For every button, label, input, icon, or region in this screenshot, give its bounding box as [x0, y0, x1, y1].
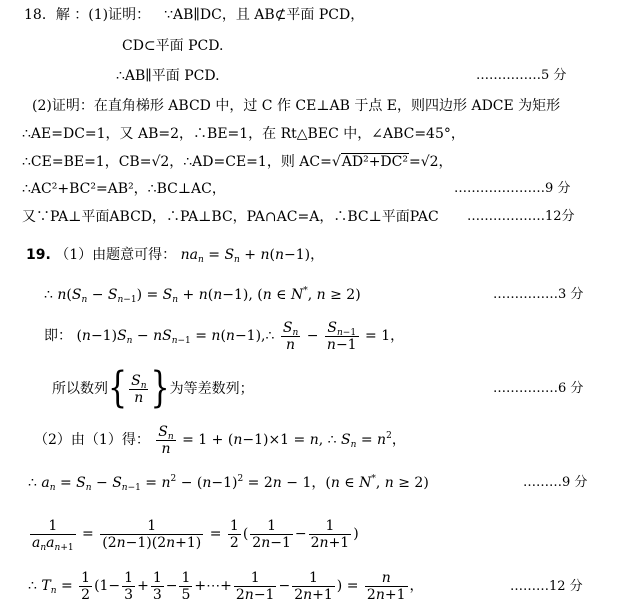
q19-line3: 即： $(n-1)S_n - nS_{n-1}$ = n(n−1),∴ $\frac{S_n}{n}$ − $\frac{S_{n-1}}{n-1}$ = 1， [44, 319, 405, 353]
q18-line6: ∴CE=BE=1，CB=√2，∴AD=CE=1，则 AC=√AD²+DC²=√2， [22, 154, 453, 170]
q18-line3: ∴AB∥平面 PCD. [116, 68, 220, 84]
q18-line1: 18．解 ：(1)证明： ∵AB∥DC，且 AB⊄平面 PCD， [24, 7, 365, 23]
q19-score-9: ………9 分 [523, 475, 588, 490]
q19-score-6: ……………6 分 [493, 381, 584, 396]
q18-line4: (2)证明：在直角梯形 ABCD 中，过 C 作 CE⊥AB 于点 E，则四边形 ADCE 为矩形 [32, 98, 561, 114]
q19-line1: 19. （1）由题意可得： $na_n = S_n + n(n-1)$， [26, 247, 325, 265]
q19-line7: $\frac{1}{a_na_{n+1}}$ = $\frac{1}{(2n-1)(2n+1)}$ = $\frac{1}{2}$ ( $\frac{1}{2n-1}$ − $\frac{1}{2n+1}$ ) [32, 517, 359, 553]
q19-score-3: ……………3 分 [493, 287, 584, 302]
q19-line5: （2）由（1）得： $\frac{S_n}{n}$ = 1 + (n−1)×1 = n, ∴ $S_n = n^2$， [34, 423, 406, 457]
q18-score-5: ……………5 分 [476, 68, 567, 83]
q19-line2: ∴ $n(S_n - S_{n-1}) = S_n + n(n-1)$, (n ∈ N*, n ≥ 2) [44, 286, 361, 305]
q18-line2: CD⊂平面 PCD. [122, 38, 224, 54]
q18-line8: 又∵PA⊥平面ABCD，∴PA⊥BC，PA∩AC=A，∴BC⊥平面PAC [22, 209, 439, 225]
q18-line5: ∴AE=DC=1，又 AB=2，∴BE=1，在 Rt△BEC 中，∠ABC=45°， [22, 126, 465, 142]
q19-line6: ∴ $a_n = S_n - S_{n-1} = n^2 - (n-1)^2 = 2n - 1$，(n ∈ N*, n ≥ 2) [28, 474, 429, 493]
q19-line8: ∴ $T_n$ = $\frac{1}{2}$ (1− $\frac{1}{3}$ + $\frac{1}{3}$ − $\frac{1}{5}$ +⋯+ $\frac{1}{2n-1}$ − $\frac{1}{2n+1}$ ) = $\frac{n}{2n+1}$ ， [28, 569, 424, 603]
q19-score-12: ………12 分 [510, 579, 583, 594]
q19-line4: 所以数列{ $\frac{S_n}{n}$ }为等差数列； [52, 363, 254, 413]
q18-line7: ∴AC²+BC²=AB²，∴BC⊥AC， [22, 181, 226, 197]
q18-score-9: …………………9 分 [454, 181, 571, 196]
q18-score-12: ………………12分 [467, 209, 575, 224]
